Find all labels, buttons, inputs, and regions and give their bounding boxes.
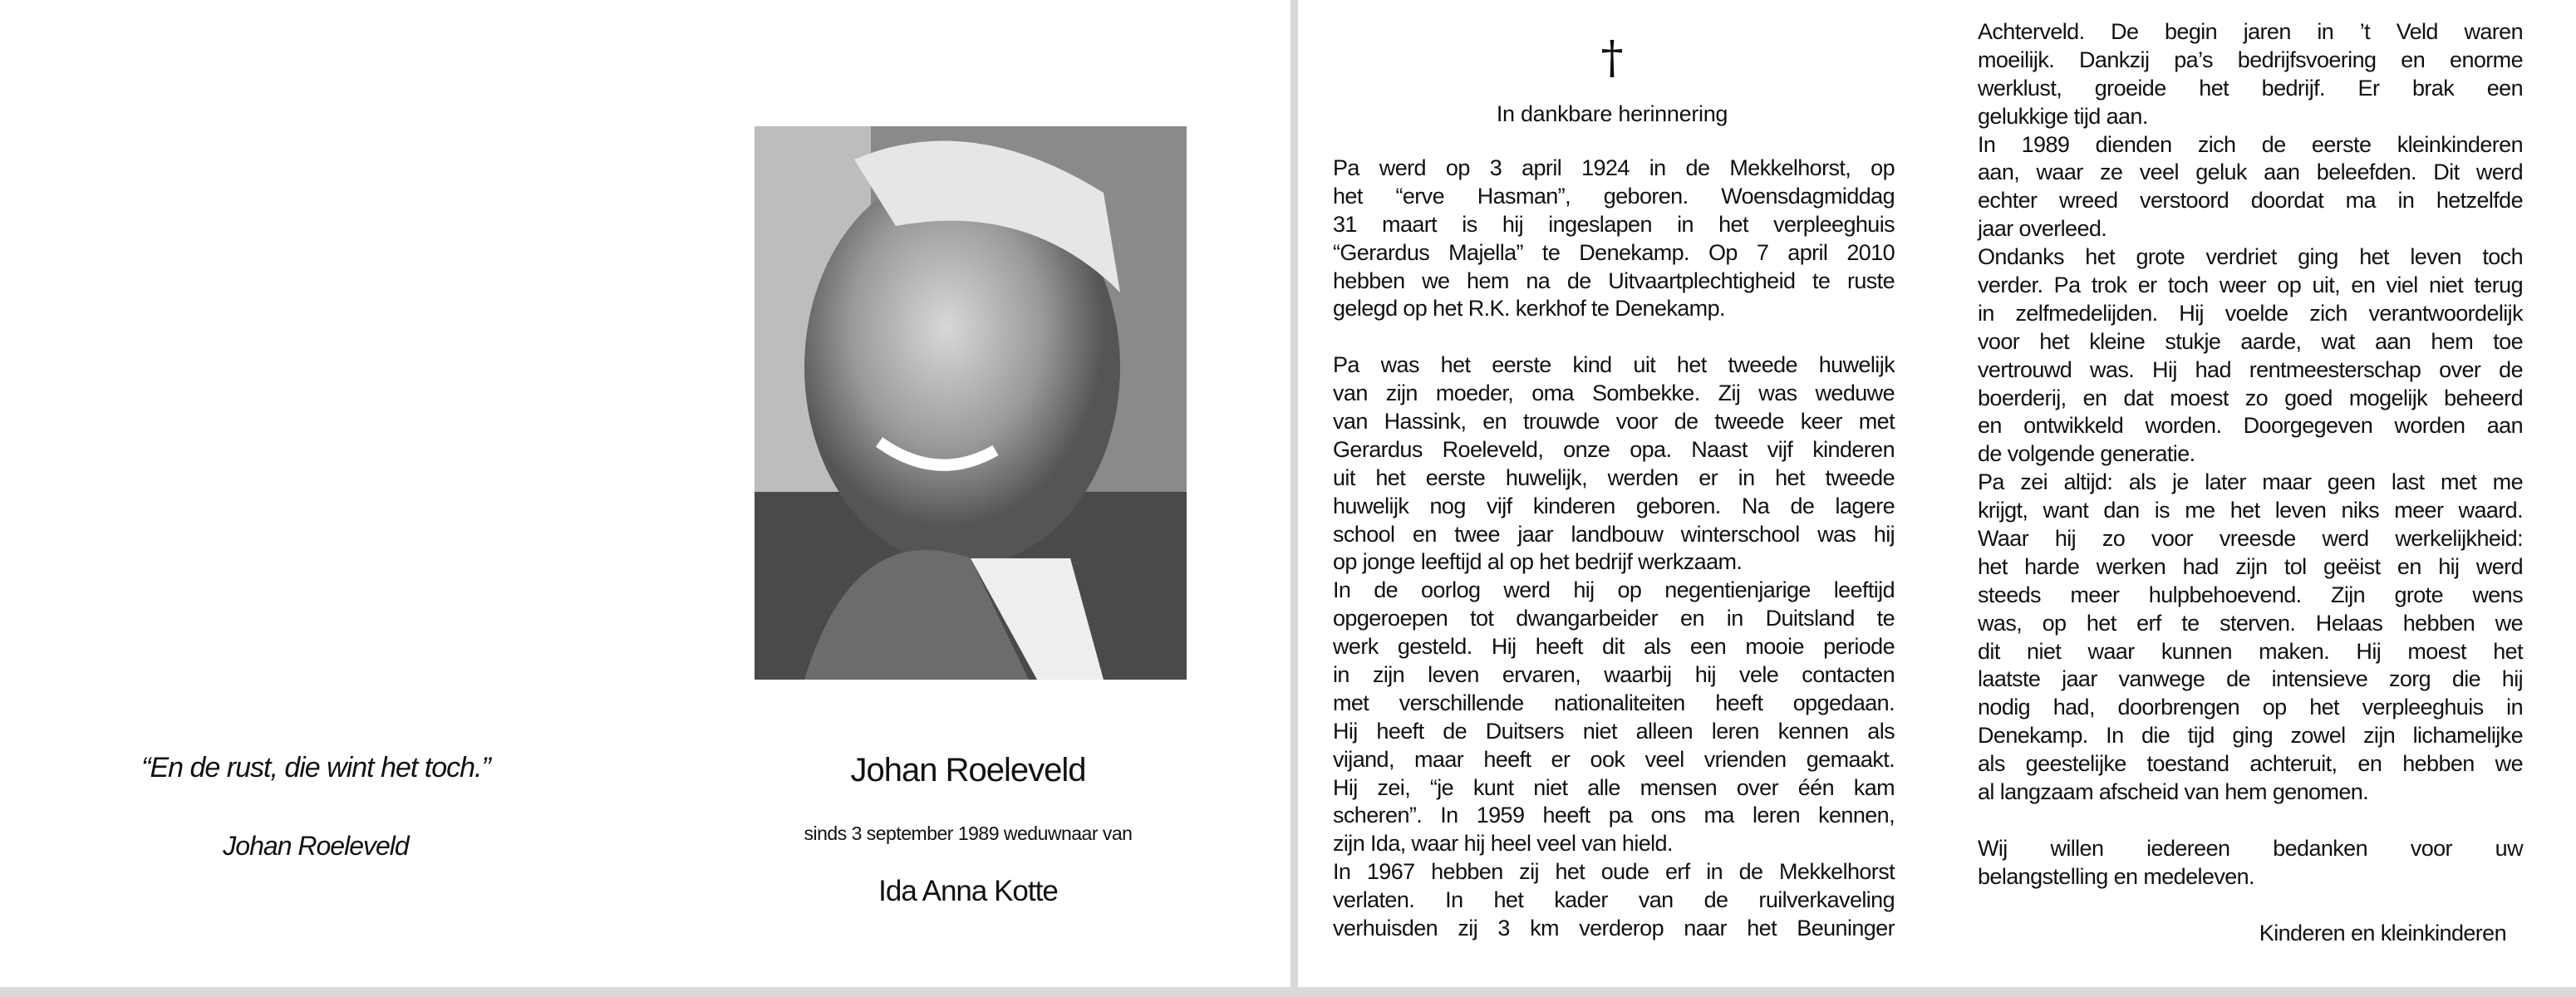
text-line: van Hassink, en trouwde voor de tweede keer met (1333, 409, 1895, 435)
text-line: Denekamp. In die tijd ging zowel zijn lichamelijke (1978, 723, 2523, 749)
quote-author: Johan Roeleveld (223, 831, 409, 861)
text-line: nodig had, doorbrengen op het verpleeghuis in (1978, 695, 2523, 720)
deceased-name: Johan Roeleveld (850, 752, 1086, 788)
text-line: boerderij, en dat moest zo goed mogelijk beheerd (1978, 385, 2523, 410)
portrait-image (755, 126, 1187, 680)
cross-icon: † (1600, 32, 1624, 84)
text-line: van zijn moeder, oma Sombekke. Zij was weduwe (1333, 381, 1895, 406)
text-line: moeilijk. Dankzij pa’s bedrijfsvoering en enorme (1978, 47, 2523, 72)
text-line: Hij zei, “je kunt niet alle mensen over één kam (1333, 774, 1895, 800)
text-line: Gerardus Roeleveld, onze opa. Naast vijf kinderen (1333, 436, 1895, 462)
text-line: hebben we hem na de Uitvaartplechtigheid te ruste (1333, 268, 1895, 293)
text-line: gelukkige tijd aan. (1978, 103, 2148, 129)
text-line: krijgt, want dan is me het leven niks meer waard. (1978, 498, 2523, 523)
text-line: steeds meer hulpbehoevend. Zijn grote wens (1978, 582, 2523, 607)
text-line: was, op het erf te sterven. Helaas hebben we (1978, 610, 2523, 636)
text-line: Hij heeft de Duitsers niet alleen leren kennen als (1333, 718, 1895, 744)
heading: In dankbare herinnering (1496, 101, 1728, 126)
text-line: opgeroepen tot dwangarbeider en in Duitsland te (1333, 606, 1895, 631)
text-line: verlaten. In het kader van de ruilverkaveling (1333, 887, 1895, 913)
text-line: al langzaam afscheid van hem genomen. (1978, 779, 2369, 805)
text-line: het harde werken had zijn tol geëist en hij werd (1978, 553, 2523, 579)
text-line: huwelijk nog vijf kinderen geboren. Na de lagere (1333, 493, 1895, 518)
text-line: als geestelijke toestand achteruit, en hebben we (1978, 751, 2523, 777)
text-line: dit niet waar kunnen maken. Hij moest het (1978, 638, 2523, 664)
biography-column-right (1978, 18, 2523, 947)
text-line: vijand, maar heeft er ook veel vrienden gemaakt. (1333, 746, 1895, 772)
text-line: echter wreed verstoord doordat ma in hetzelfde (1978, 188, 2523, 214)
text-line: op jonge leeftijd al op het bedrijf werkzaam. (1333, 549, 1743, 575)
card-front (0, 0, 1290, 987)
widower-since-text: sinds 3 september 1989 weduwnaar van (804, 823, 1133, 844)
text-line: uit het eerste huwelijk, werden er in het tweede (1333, 464, 1895, 490)
text-line: in zelfmedelijden. Hij voelde zich verantwoordelijk (1978, 300, 2523, 326)
text-line: school en twee jaar landbouw winterschool was hij (1333, 521, 1895, 547)
biography-column-left (1333, 155, 1895, 943)
text-line: verhuisden zij 3 km verderop naar het Beuninger (1333, 916, 1895, 941)
paragraph-spacer (1978, 891, 2523, 920)
text-line: aan, waar ze veel geluk aan beleefden. Dit werd (1978, 160, 2523, 185)
text-line: en ontwikkeld worden. Doorgegeven worden aan (1978, 413, 2523, 439)
memorial-quote: “En de rust, die wint het toch.” (141, 752, 490, 783)
text-line: voor het kleine stukje aarde, wat aan hem toe (1978, 328, 2523, 354)
text-line: In 1967 hebben zij het oude erf in de Mekkelhorst (1333, 859, 1895, 885)
text-line: Pa zei altijd: als je later maar geen last met me (1978, 469, 2523, 495)
text-line: 31 maart is hij ingeslapen in het verpleeghuis (1333, 211, 1895, 237)
text-line: belangstelling en medeleven. (1978, 863, 2254, 889)
paragraph-spacer (1978, 807, 2523, 835)
text-line: werk gesteld. Hij heeft dit als een mooie periode (1333, 634, 1895, 660)
text-line: Waar hij zo voor vreesde werd werkelijkheid: (1978, 526, 2523, 552)
text-line: gelegd op het R.K. kerkhof te Denekamp. (1333, 296, 1725, 322)
text-line: zijn Ida, waar hij heel veel van hield. (1333, 831, 1673, 857)
text-line: in zijn leven ervaren, waarbij hij vele contacten (1333, 662, 1895, 688)
text-line: Pa werd op 3 april 1924 in de Mekkelhorst, op (1333, 155, 1895, 180)
text-line: Ondanks het grote verdriet ging het leven toch (1978, 244, 2523, 270)
text-line: jaar overleed. (1978, 216, 2107, 242)
spouse-name: Ida Anna Kotte (878, 875, 1058, 907)
text-line: In de oorlog werd hij op negentienjarige leeftijd (1333, 577, 1895, 603)
text-line: het “erve Hasman”, geboren. Woensdagmiddag (1333, 183, 1895, 209)
portrait-photo (755, 126, 1187, 680)
text-line: Pa was het eerste kind uit het tweede huwelijk (1333, 352, 1895, 378)
text-line: In 1989 dienden zich de eerste kleinkinderen (1978, 131, 2523, 157)
text-line: de volgende generatie. (1978, 441, 2195, 467)
text-line: vertrouwd was. Hij had rentmeesterschap over de (1978, 356, 2523, 382)
signature: Kinderen en kleinkinderen (2259, 920, 2506, 945)
text-line: laatste jaar vanwege de intensieve zorg die hij (1978, 666, 2523, 692)
text-line: “Gerardus Majella” te Denekamp. Op 7 april 2010 (1333, 239, 1895, 265)
text-line: met verschillende nationaliteiten heeft opgedaan. (1333, 690, 1895, 715)
text-line: scheren”. In 1959 heeft pa ons ma leren kennen, (1333, 803, 1895, 828)
text-line: Achterveld. De begin jaren in ’t Veld waren (1978, 19, 2523, 44)
text-line: verder. Pa trok er toch weer op uit, en viel niet terug (1978, 273, 2523, 298)
text-line: Wij willen iedereen bedanken voor uw (1978, 835, 2523, 861)
text-line: werklust, groeide het bedrijf. Er brak een (1978, 75, 2523, 101)
paragraph-spacer (1333, 323, 1895, 351)
